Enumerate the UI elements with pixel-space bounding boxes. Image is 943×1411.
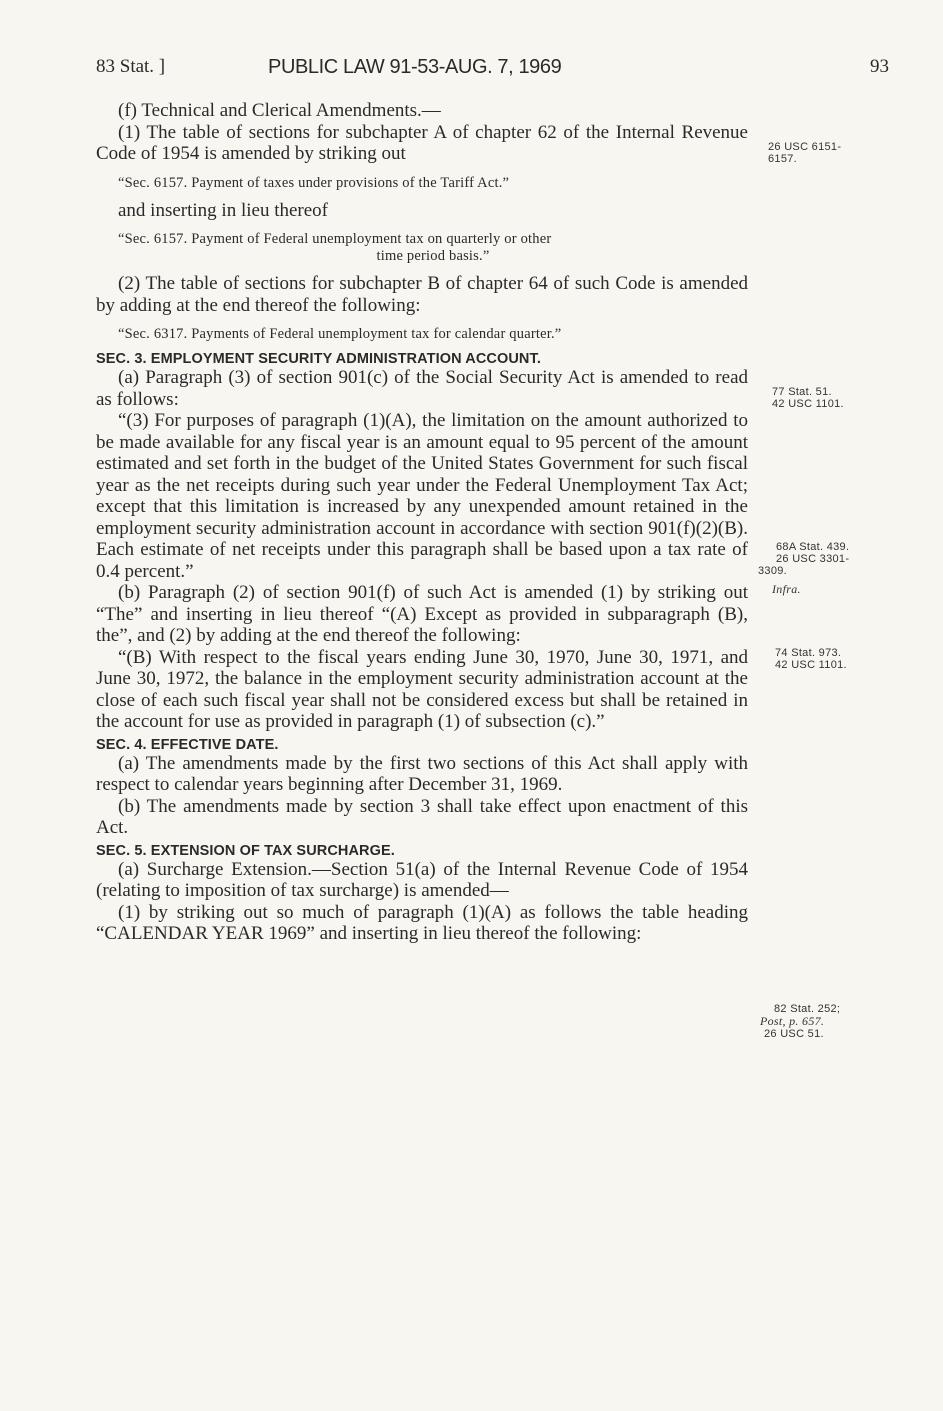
- main-text-column: [96, 100, 748, 945]
- section-4-heading: SEC. 4. EFFECTIVE DATE.: [96, 736, 279, 753]
- margin-note-82-stat-252: 82 Stat. 252; Post, p. 657. 26 USC 51.: [760, 1003, 841, 1040]
- quoted-section-6157-old: “Sec. 6157. Payment of taxes under provisions of the Tariff Act.”: [118, 174, 510, 191]
- header-statute-volume: 83 Stat. ]: [96, 56, 166, 77]
- quoted-section-6317: “Sec. 6317. Payments of Federal unemployment tax for calendar quarter.”: [118, 326, 562, 342]
- section-3-heading: SEC. 3. EMPLOYMENT SECURITY ADMINISTRATION ACCOUNT.: [96, 351, 541, 367]
- section-5-heading: SEC. 5. EXTENSION OF TAX SURCHARGE.: [96, 842, 395, 859]
- paragraph-f1-insert: and inserting in lieu thereof: [118, 199, 328, 221]
- page-number: 93: [870, 56, 889, 77]
- paragraph-f2: (2) The table of sections for subchapter B of chapter 64 of such Code is amended by adding at the end thereof the following:: [96, 273, 748, 316]
- section-5-a: (a) Surcharge Extension.—Section 51(a) of the Internal Revenue Code of 1954 (relating to imposition of tax surcharge) is amended—: [96, 858, 748, 901]
- quoted-section-6157-new-line1: “Sec. 6157. Payment of Federal unemployment tax on quarterly or other: [118, 231, 552, 247]
- paragraph-f1: (1) The table of sections for subchapter A of chapter 62 of the Internal Revenue Code of 1954 is amended by striking out: [96, 121, 748, 164]
- section-3-a: (a) Paragraph (3) of section 901(c) of the Social Security Act is amended to read as follows:: [96, 367, 748, 410]
- margin-note-26-usc-6151: 26 USC 6151- 6157.: [768, 141, 842, 165]
- section-5-a-1: (1) by striking out so much of paragraph (1)(A) as follows the table heading “CALENDAR YEAR 1969” and inserting in lieu thereof the following:: [96, 901, 748, 944]
- header-title: PUBLIC LAW 91-53-AUG. 7, 1969: [268, 56, 562, 78]
- margin-note-77-stat-51: 77 Stat. 51. 42 USC 1101.: [772, 386, 844, 410]
- section-4-a: (a) The amendments made by the first two sections of this Act shall apply with respect to calendar years beginning after December 31, 1969.: [96, 752, 748, 795]
- quoted-section-6157-new-line2: time period basis.”: [376, 248, 490, 264]
- section-3-b: (b) Paragraph (2) of section 901(f) of such Act is amended (1) by striking out “The” and inserting in lieu thereof “(A) Except as provided in subparagraph (B), the”, and (2) by adding at the end thereof the following:: [96, 582, 748, 646]
- section-3-b-subparagraph-B: “(B) With respect to the fiscal years ending June 30, 1970, June 30, 1971, and June 30, 1972, the balance in the employment security administration account at the close of each such fiscal year shall not be considered excess but shall be retained in the account for use as provided in paragraph (1) of subsection (c).”: [96, 646, 748, 732]
- margin-note-68a-stat-439: 68A Stat. 439. 26 USC 3301- 3309. Infra.: [758, 541, 850, 596]
- subsection-f-heading: (f) Technical and Clerical Amendments.—: [118, 100, 441, 121]
- section-4-b: (b) The amendments made by section 3 shall take effect upon enactment of this Act.: [96, 795, 748, 838]
- margin-note-74-stat-973: 74 Stat. 973. 42 USC 1101.: [775, 647, 847, 671]
- section-3-a-paragraph-3: “(3) For purposes of paragraph (1)(A), the limitation on the amount authorized to be made available for any fiscal year is an amount equal to 95 percent of the amount estimated and set forth in the budget of the United States Government for such fiscal year as the net receipts during such year under the Federal Unemployment Tax Act; except that this limitation is increased by any unexpended amount retained in the employment security administration account in accordance with section 901(f)(2)(B). Each estimate of net receipts under this paragraph shall be based upon a tax rate of 0.4 percent.”: [96, 410, 748, 582]
